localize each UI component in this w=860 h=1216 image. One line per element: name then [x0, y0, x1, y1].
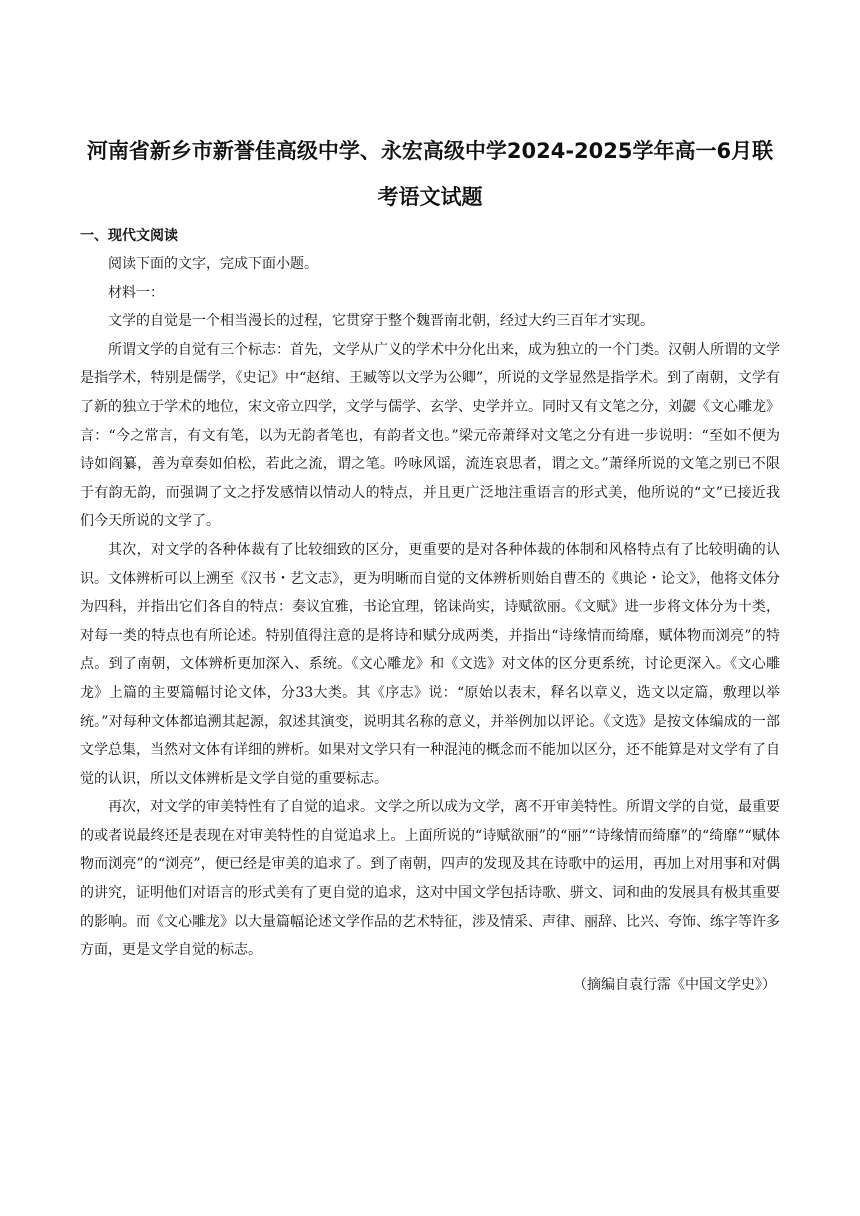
reading-instruction: 阅读下面的文字，完成下面小题。	[108, 256, 318, 272]
passage-paragraph: 再次，对文学的审美特性有了自觉的追求。文学之所以成为文学，离不开审美特性。所谓文学的自觉，最重要的或者说最终还是表现在对审美特性的自觉追求上。上面所说的“诗赋欲丽”的“丽”“诗缘情而绮靡”的“绮靡”“赋体物而浏亮”的“浏亮”，便已经是审美的追求了。到了南朝，四声的发现及其在诗歌中的运用，再加上对用事和对偶的讲究，证明他们对语言的形式美有了更自觉的追求，这对中国文学包括诗歌、骈文、词和曲的发展具有极其重要的影响。而《文心雕龙》以大量篇幅论述文学作品的艺术特征，涉及情采、声律、丽辞、比兴、夸饰、练字等许多方面，更是文学自觉的标志。	[80, 799, 780, 959]
passage-paragraph: 文学的自觉是一个相当漫长的过程，它贯穿于整个魏晋南北朝，经过大约三百年才实现。	[108, 313, 654, 330]
source-attribution: （摘编自袁行霈《中国文学史》）	[573, 976, 776, 993]
material-label: 材料一：	[108, 284, 164, 301]
passage-paragraph: 其次，对文学的各种体裁有了比较细致的区分，更重要的是对各种体裁的体制和风格特点有了比较明确的认识。文体辨析可以上溯至《汉书・艺文志》，更为明晰而自觉的文体辨析则始自曹丕的《典论・论文》，他将文体分为四科，并指出它们各自的特点：奏议宜雅，书论宜理，铭诔尚实，诗赋欲丽。《文赋》进一步将文体分为十类，对每一类的特点也有所论述。特别值得注意的是将诗和赋分成两类，并指出“诗缘情而绮靡，赋体物而浏亮”的特点。到了南朝，文体辨析更加深入、系统。《文心雕龙》和《文选》对文体的区分更系统，讨论更深入。《文心雕龙》上篇的主要篇幅讨论文体，分33大类。其《序志》说：“原始以表末，释名以章义，选文以定篇，敷理以举统。”对每种文体都追溯其起源，叙述其演变，说明其名称的意义，并举例加以评论。《文选》是按文体编成的一部文学总集，当然对文体有详细的辨析。如果对文学只有一种混沌的概念而不能加以区分，还不能算是对文学有了自觉的认识，所以文体辨析是文学自觉的重要标志。	[80, 541, 780, 787]
passage-paragraph: 所谓文学的自觉有三个标志：首先，文学从广义的学术中分化出来，成为独立的一个门类。汉朝人所谓的文学是指学术，特别是儒学，《史记》中“赵绾、王臧等以文学为公卿”，所说的文学显然是指学术。到了南朝，文学有了新的独立于学术的地位，宋文帝立四学，文学与儒学、玄学、史学并立。同时又有文笔之分，刘勰《文心雕龙》言：“今之常言，有文有笔，以为无韵者笔也，有韵者文也。”梁元帝萧绎对文笔之分有进一步说明：“至如不便为诗如阎纂，善为章奏如伯松，若此之流，谓之笔。吟咏风谣，流连哀思者，谓之文。”萧绎所说的文笔之别已不限于有韵无韵，而强调了文之抒发感情以情动人的特点，并且更广泛地注重语言的形式美，他所说的“文”已接近我们今天所说的文学了。	[80, 341, 780, 530]
document-page	[80, 128, 780, 999]
document-title: 河南省新乡市新誉佳高级中学、永宏高级中学2024-2025学年高一6月联考语文试题	[86, 139, 774, 209]
section-heading: 一、现代文阅读	[80, 228, 178, 244]
